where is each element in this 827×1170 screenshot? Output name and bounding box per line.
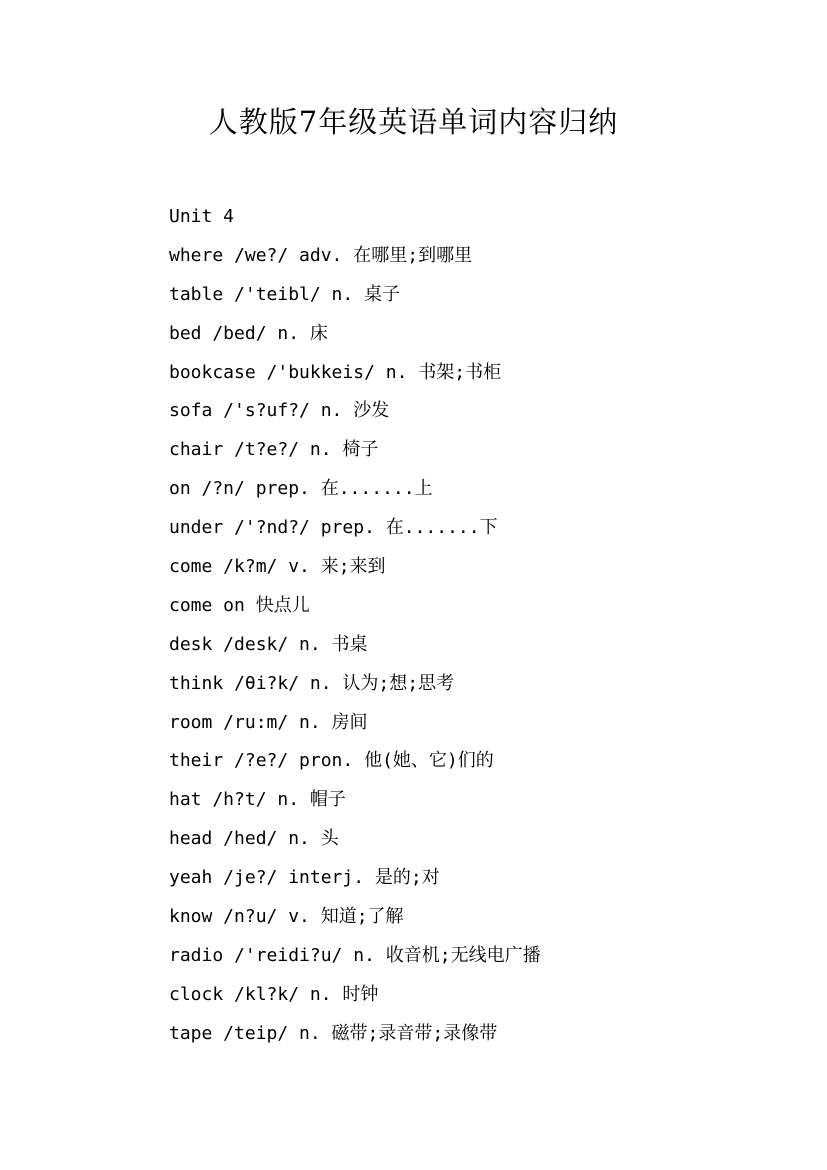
vocab-entry: clock /kl?k/ n. 时钟	[169, 983, 379, 1005]
vocab-entry: radio /'reidi?u/ n. 收音机;无线电广播	[169, 944, 541, 966]
vocab-entry: come on 快点儿	[169, 594, 310, 616]
unit-heading: Unit 4	[169, 206, 235, 227]
vocab-entry: table /'teibl/ n. 桌子	[169, 283, 401, 305]
vocab-entry: their /?e?/ pron. 他(她、它)们的	[169, 750, 494, 772]
vocab-entry: come /k?m/ v. 来;来到	[169, 556, 386, 578]
vocab-entry: hat /h?t/ n. 帽子	[169, 789, 346, 811]
vocab-entry: on /?n/ prep. 在.......上	[169, 478, 433, 500]
vocab-entry: bed /bed/ n. 床	[169, 322, 328, 344]
vocab-entry: know /n?u/ v. 知道;了解	[169, 906, 404, 928]
vocab-entry: think /θi?k/ n. 认为;想;思考	[169, 672, 455, 694]
vocab-entry: tape /teip/ n. 磁带;录音带;录像带	[169, 1022, 498, 1044]
vocab-entry: sofa /'s?uf?/ n. 沙发	[169, 400, 390, 422]
vocab-entry: desk /desk/ n. 书桌	[169, 633, 368, 655]
vocab-entry: bookcase /'bukkeis/ n. 书架;书柜	[169, 361, 502, 383]
vocab-entry: yeah /je?/ interj. 是的;对	[169, 867, 440, 889]
vocab-entry: where /we?/ adv. 在哪里;到哪里	[169, 244, 473, 266]
vocabulary-list	[169, 198, 789, 1054]
vocab-entry: under /'?nd?/ prep. 在.......下	[169, 517, 498, 539]
vocab-entry: head /hed/ n. 头	[169, 828, 339, 850]
document-title: 人教版7年级英语单词内容归纳	[208, 105, 619, 139]
vocab-entry: chair /t?e?/ n. 椅子	[169, 439, 379, 461]
vocab-entry: room /ru:m/ n. 房间	[169, 711, 368, 733]
